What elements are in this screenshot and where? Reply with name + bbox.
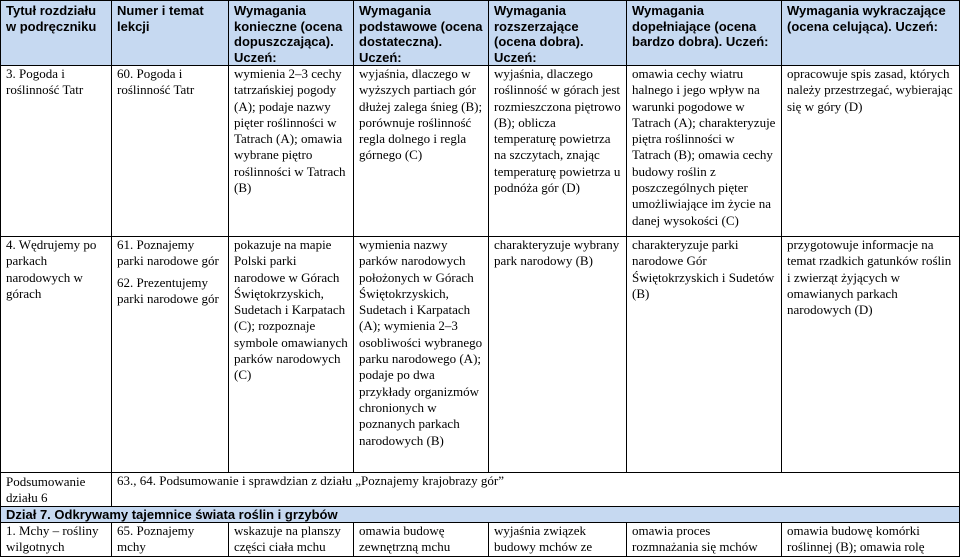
table-row: [1, 523, 960, 557]
header-lesson: Numer i temat lekcji: [112, 1, 229, 66]
table-row: [1, 237, 960, 473]
chapter-cell: 4. Wędrujemy po parkach narodowych w górach: [1, 237, 112, 473]
header-dopelniajace: Wymagania dopełniające (ocena bardzo dobra). Uczeń:: [627, 1, 782, 66]
header-podstawowe: Wymagania podstawowe (ocena dostateczna). Uczeń:: [354, 1, 489, 66]
table-row: [1, 66, 960, 237]
section-title: Dział 7. Odkrywamy tajemnice świata roślin i grzybów: [1, 507, 960, 523]
lesson-cell: 60. Pogoda i roślinność Tatr: [112, 66, 229, 237]
podstawowe-cell: wyjaśnia, dlaczego w wyższych partiach gór dłużej zalega śnieg (B); porównuje roślinność regla dolnego i regla górnego (C): [354, 66, 489, 237]
summary-label: Podsumowanie działu 6: [1, 473, 112, 507]
header-konieczne: Wymagania konieczne (ocena dopuszczająca). Uczeń:: [229, 1, 354, 66]
header-wykraczajace: Wymagania wykraczające (ocena celująca). Uczeń:: [782, 1, 960, 66]
podstawowe-cell: omawia budowę zewnętrzną mchu: [354, 523, 489, 557]
podstawowe-cell: wymienia nazwy parków narodowych położonych w Górach Świętokrzyskich, Sudetach i Karpatach (A); wymienia 2–3 osobliwości wybranego parku narodowego (A); podaje po dwa przykłady organizmów chronionych w poznanych parkach narodowych (B): [354, 237, 489, 473]
header-chapter: Tytuł rozdziału w podręczniku: [1, 1, 112, 66]
wykraczajace-cell: przygotowuje informacje na temat rzadkich gatunków roślin i zwierząt żyjących w omawianych parkach narodowych (D): [782, 237, 960, 473]
dopelniajace-cell: charakteryzuje parki narodowe Gór Świętokrzyskich i Sudetów (B): [627, 237, 782, 473]
lesson-item: 62. Prezentujemy parki narodowe gór: [117, 274, 219, 306]
wykraczajace-cell: opracowuje spis zasad, których należy przestrzegać, wybierając się w góry (D): [782, 66, 960, 237]
chapter-cell: 3. Pogoda i roślinność Tatr: [1, 66, 112, 237]
dopelniajace-cell: omawia cechy wiatru halnego i jego wpływ na warunki pogodowe w Tatrach (A); charakteryzuje piętra roślinności w Tatrach (B); omawia cechy budowy roślin z poszczególnych pięter umożliwiające im życie na danej wysokości (C): [627, 66, 782, 237]
dopelniajace-cell: omawia proces rozmnażania się mchów: [627, 523, 782, 557]
lesson-item: 61. Poznajemy parki narodowe gór: [117, 237, 219, 269]
lesson-cell: 65. Poznajemy mchy: [112, 523, 229, 557]
konieczne-cell: wskazuje na planszy części ciała mchu: [229, 523, 354, 557]
chapter-cell: 1. Mchy – rośliny wilgotnych: [1, 523, 112, 557]
summary-row: [1, 473, 960, 507]
lesson-cell: [112, 237, 229, 473]
konieczne-cell: wymienia 2–3 cechy tatrzańskiej pogody (A); podaje nazwy pięter roślinności w Tatrach (A); omawia wybrane piętro roślinności w Tatrach (B): [229, 66, 354, 237]
section-row: [1, 507, 960, 523]
rozszerzajace-cell: wyjaśnia, dlaczego roślinność w górach jest rozmieszczona piętrowo (B); oblicza temperaturę powietrza na szczytach, znając temperaturę powietrza u podnóża gór (D): [489, 66, 627, 237]
header-row: [1, 1, 960, 66]
konieczne-cell: pokazuje na mapie Polski parki narodowe w Górach Świętokrzyskich, Sudetach i Karpatach (C); rozpoznaje symbole omawianych parków narodowych (C): [229, 237, 354, 473]
rozszerzajace-cell: wyjaśnia związek budowy mchów ze: [489, 523, 627, 557]
summary-text: 63., 64. Podsumowanie i sprawdzian z działu „Poznajemy krajobrazy gór”: [112, 473, 960, 507]
wykraczajace-cell: omawia budowę komórki roślinnej (B); omawia rolę: [782, 523, 960, 557]
rozszerzajace-cell: charakteryzuje wybrany park narodowy (B): [489, 237, 627, 473]
header-rozszerzajace: Wymagania rozszerzające (ocena dobra). Uczeń:: [489, 1, 627, 66]
